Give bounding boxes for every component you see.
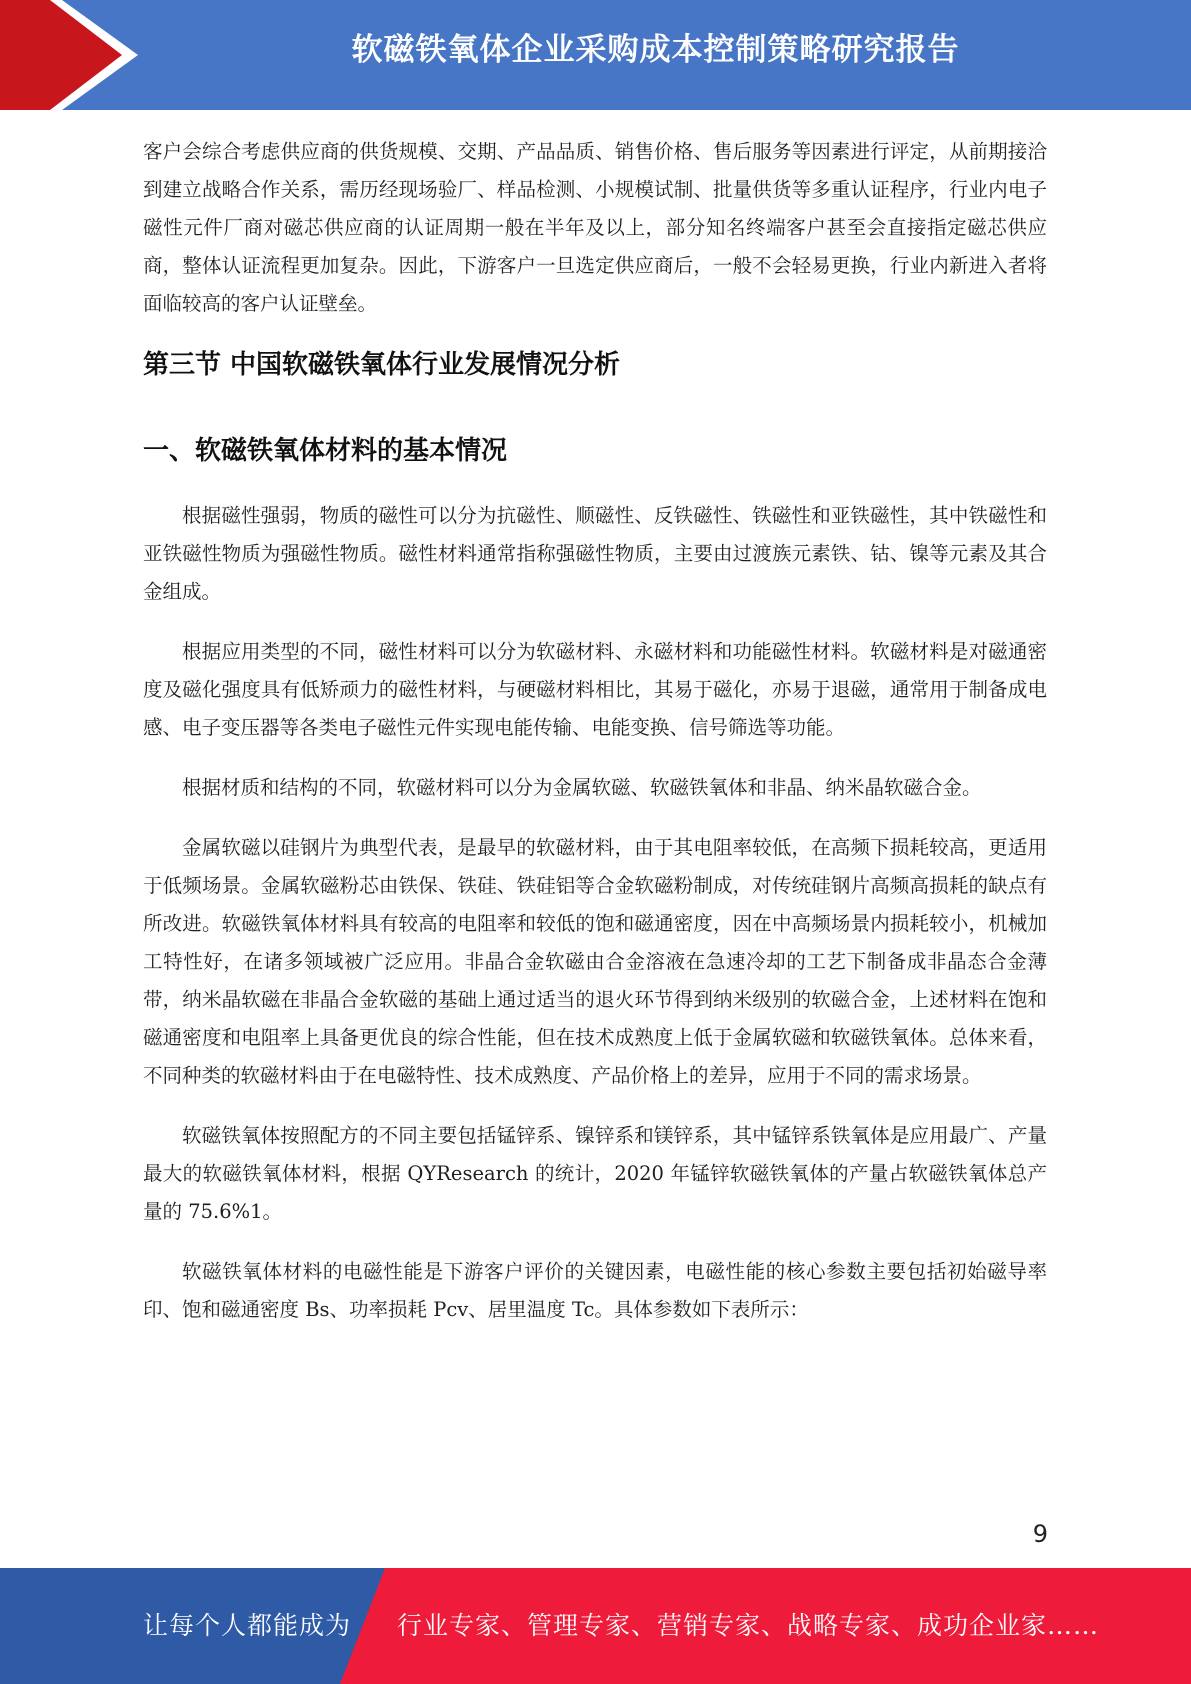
page-content	[143, 133, 1047, 1351]
footer-slogan-right: 行业专家、管理专家、营销专家、战略专家、成功企业家……	[397, 1611, 1100, 1640]
section-title: 第三节 中国软磁铁氧体行业发展情况分析	[143, 350, 621, 380]
page-number: 9	[1032, 1520, 1048, 1548]
intro-paragraph: 客户会综合考虑供应商的供货规模、交期、产品品质、销售价格、售后服务等因素进行评定，从前期接洽到建立战略合作关系，需历经现场验厂、样品检测、小规模试制、批量供货等多重认证程序，行业内电子磁性元件厂商对磁芯供应商的认证周期一般在半年及以上，部分知名终端客户甚至会直接指定磁芯供应商，整体认证流程更加复杂。因此，下游客户一旦选定供应商后，一般不会轻易更换，行业内新进入者将面临较高的客户认证壁垒。	[143, 140, 1047, 315]
body-paragraph: 软磁铁氧体材料的电磁性能是下游客户评价的关键因素，电磁性能的核心参数主要包括初始磁导率印、饱和磁通密度 Bs、功率损耗 Pcv、居里温度 Tc。具体参数如下表所示：	[143, 1260, 1047, 1321]
body-paragraph: 根据材质和结构的不同，软磁材料可以分为金属软磁、软磁铁氧体和非晶、纳米晶软磁合金。	[182, 776, 982, 799]
page-footer	[0, 1568, 1191, 1684]
page-header	[0, 0, 1191, 110]
subsection-title: 一、软磁铁氧体材料的基本情况	[143, 436, 508, 466]
body-paragraph: 根据磁性强弱，物质的磁性可以分为抗磁性、顺磁性、反铁磁性、铁磁性和亚铁磁性，其中铁磁性和亚铁磁性物质为强磁性物质。磁性材料通常指称强磁性物质，主要由过渡族元素铁、钴、镍等元素及其合金组成。	[143, 504, 1047, 603]
footer-slogan-left: 让每个人都能成为	[143, 1611, 352, 1640]
body-paragraph: 软磁铁氧体按照配方的不同主要包括锰锌系、镍锌系和镁锌系，其中锰锌系铁氧体是应用最广、产量最大的软磁铁氧体材料，根据 QYResearch 的统计，2020 年锰锌软磁铁氧体的产量占软磁铁氧体总产量的 75.6%1。	[143, 1124, 1047, 1223]
body-paragraph: 金属软磁以硅钢片为典型代表，是最早的软磁材料，由于其电阻率较低，在高频下损耗较高，更适用于低频场景。金属软磁粉芯由铁保、铁硅、铁硅铝等合金软磁粉制成，对传统硅钢片高频高损耗的缺点有所改进。软磁铁氧体材料具有较高的电阻率和较低的饱和磁通密度，因在中高频场景内损耗较小，机械加工特性好，在诸多领域被广泛应用。非晶合金软磁由合金溶液在急速冷却的工艺下制备成非晶态合金薄带，纳米晶软磁在非晶合金软磁的基础上通过适当的退火环节得到纳米级别的软磁合金，上述材料在饱和磁通密度和电阻率上具备更优良的综合性能，但在技术成熟度上低于金属软磁和软磁铁氧体。总体来看，不同种类的软磁材料由于在电磁特性、技术成熟度、产品价格上的差异，应用于不同的需求场景。	[143, 836, 1047, 1087]
body-paragraph: 根据应用类型的不同，磁性材料可以分为软磁材料、永磁材料和功能磁性材料。软磁材料是对磁通密度及磁化强度具有低矫顽力的磁性材料，与硬磁材料相比，其易于磁化，亦易于退磁，通常用于制备成电感、电子变压器等各类电子磁性元件实现电能传输、电能变换、信号筛选等功能。	[143, 640, 1047, 739]
document-title: 软磁铁氧体企业采购成本控制策略研究报告	[351, 32, 960, 68]
